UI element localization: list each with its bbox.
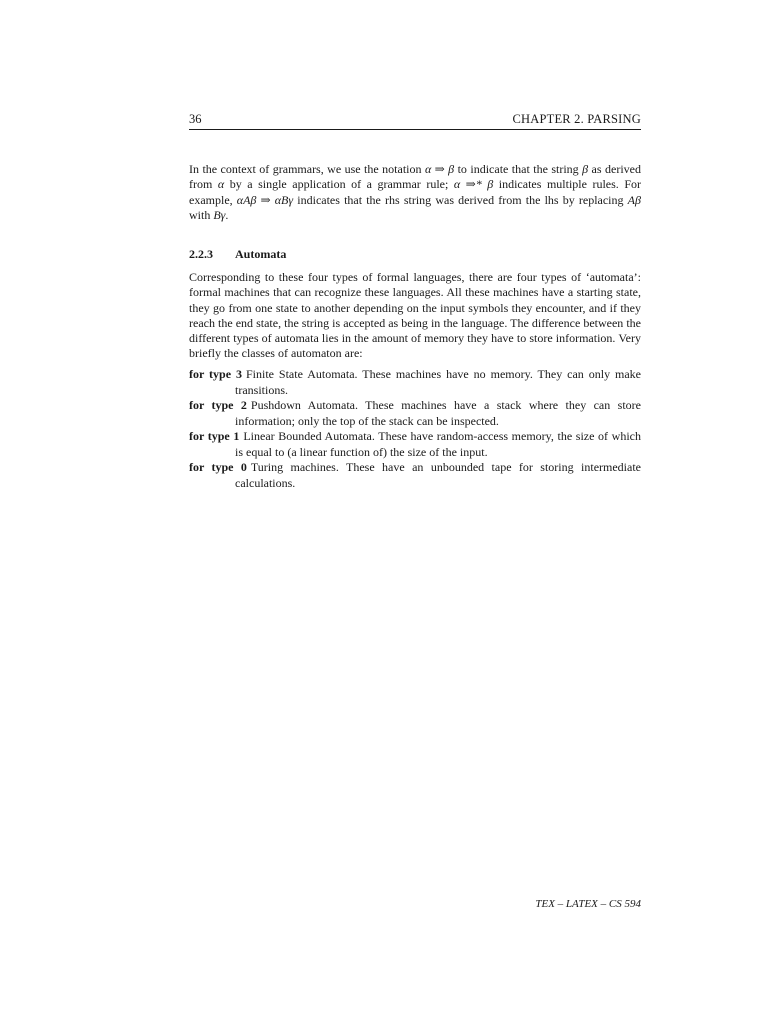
text: as derived from — [189, 162, 641, 192]
list-description: Turing machines. These have an unbounded tape for storing intermediate calculations. — [235, 460, 641, 490]
list-description: Linear Bounded Automata. These have random-access memory, the size of which is equal to (a linear function of) the size of the input. — [235, 429, 641, 459]
section-heading — [189, 247, 286, 262]
math-symbol: Aβ — [627, 192, 641, 207]
section-number: 2.2.3 — [189, 247, 213, 261]
list-term: for type 0 — [189, 460, 247, 474]
list-term: for type 3 — [189, 367, 242, 381]
math-example: αAβ ⇒ αBγ — [236, 192, 294, 207]
list-item — [189, 460, 641, 491]
chapter-title: CHAPTER 2. PARSING — [512, 112, 641, 126]
text: to indicate that the string — [454, 162, 583, 176]
page-number: 36 — [189, 112, 202, 126]
math-notation: α ⇒ β — [424, 162, 455, 176]
text: indicates that the rhs string was derived from the lhs by replacing — [293, 192, 628, 207]
list-item — [189, 429, 641, 460]
text: . — [225, 207, 229, 222]
list-description: Pushdown Automata. These machines have a stack where they can store information; only the top of the stack can be inspected. — [235, 398, 641, 428]
text: with — [189, 207, 214, 222]
running-header — [189, 112, 641, 130]
text: by a single application of a grammar rule; — [224, 177, 454, 192]
list-term: for type 1 — [189, 429, 240, 443]
text: In the context of grammars, we use the notation — [189, 162, 425, 176]
list-term: for type 2 — [189, 398, 247, 412]
intro-paragraph — [189, 162, 641, 223]
page-footer: TEX – LATEX – CS 594 — [535, 898, 641, 910]
text: indicates multiple rules. For example, — [189, 177, 641, 207]
automata-type-list — [189, 367, 641, 491]
section-title: Automata — [235, 247, 287, 261]
list-item — [189, 367, 641, 398]
automata-paragraph: Corresponding to these four types of formal languages, there are four types of ‘automata’: formal machines that can recognize these languages. All these machines have a starting state, they go from one state to another depending on the input symbols they encounter, and if they reach the end state, the string is accepted as being in the language. The difference between the different types of automata lies in the amount of memory they have to store information. Very briefly the classes of automaton are: — [189, 270, 641, 361]
math-symbol: β — [582, 162, 589, 176]
list-item — [189, 398, 641, 429]
math-symbol: α — [217, 177, 225, 192]
math-symbol: Bγ — [213, 207, 226, 222]
list-description: Finite State Automata. These machines have no memory. They can only make transitions. — [235, 367, 641, 397]
math-notation: α ⇒* β — [453, 177, 494, 192]
